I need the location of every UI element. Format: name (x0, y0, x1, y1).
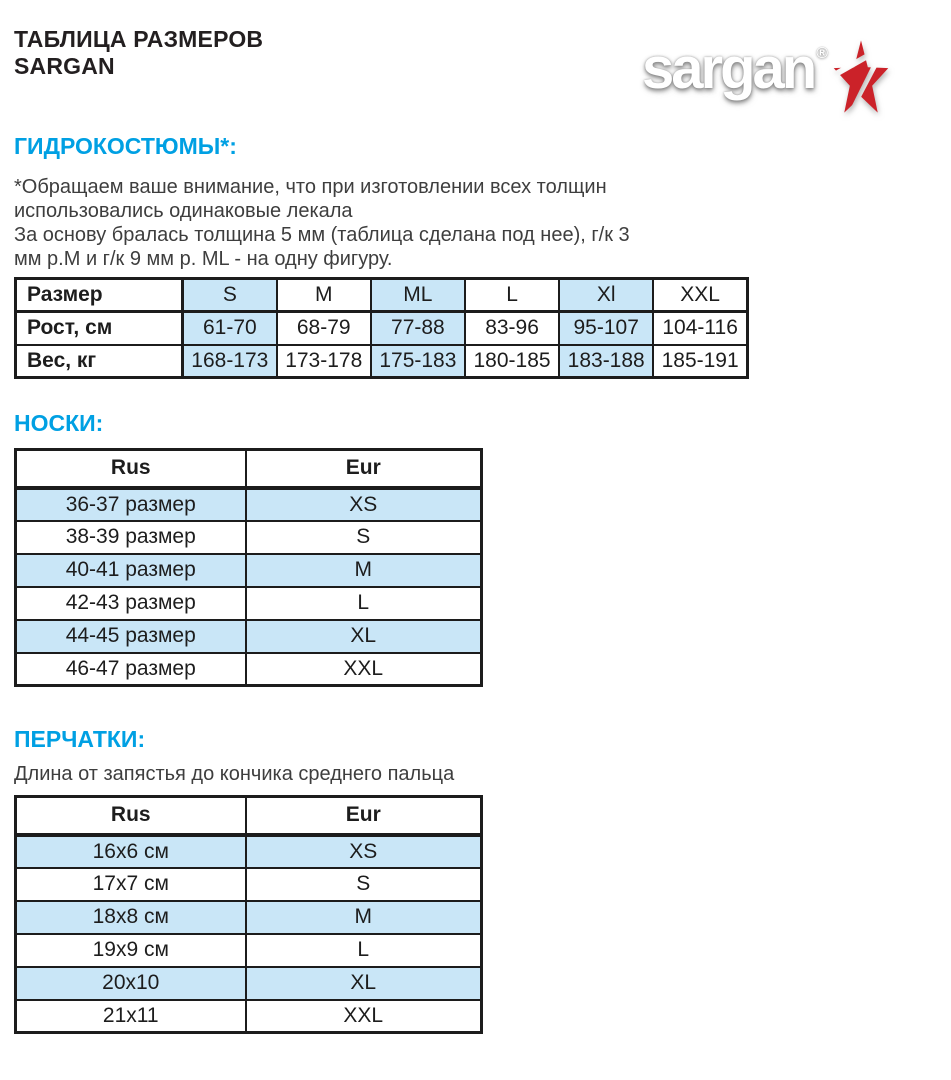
table-row (16, 521, 482, 554)
socks-eur-cell: XXL (246, 653, 482, 686)
socks-header-row (16, 450, 482, 488)
gloves-heading: ПЕРЧАТКИ: (14, 726, 146, 752)
wetsuits-note (14, 175, 951, 271)
wetsuits-note-line: использовались одинаковые лекала (14, 200, 353, 222)
wetsuit-row-label: Рост, см (16, 312, 183, 345)
wetsuit-size-header: Xl (559, 279, 653, 312)
table-row (16, 620, 482, 653)
socks-header-rus: Rus (16, 450, 246, 488)
sargan-logo (642, 24, 932, 124)
wetsuit-cell: 95-107 (559, 312, 653, 345)
page-title-line1: ТАБЛИЦА РАЗМЕРОВ (14, 26, 264, 52)
wetsuit-cell: 83-96 (465, 312, 559, 345)
socks-eur-cell: XS (246, 488, 482, 521)
wetsuit-cell: 173-178 (277, 345, 371, 378)
wetsuit-weight-row (16, 345, 748, 378)
table-row (16, 488, 482, 521)
wetsuit-size-header: M (277, 279, 371, 312)
wetsuit-cell: 175-183 (371, 345, 465, 378)
gloves-rus-cell: 20х10 (16, 967, 246, 1000)
table-row (16, 868, 482, 901)
wetsuit-cell: 61-70 (183, 312, 277, 345)
wetsuit-cell: 183-188 (559, 345, 653, 378)
socks-eur-cell: S (246, 521, 482, 554)
gloves-rus-cell: 21х11 (16, 1000, 246, 1033)
gloves-header-eur: Eur (246, 797, 482, 835)
wetsuits-note-line: За основу бралась толщина 5 мм (таблица сделана под нее), г/к 3 (14, 224, 630, 246)
table-row (16, 835, 482, 868)
gloves-size-table (14, 795, 483, 1034)
socks-rus-cell: 44-45 размер (16, 620, 246, 653)
gloves-eur-cell: XL (246, 967, 482, 1000)
wetsuit-size-header: L (465, 279, 559, 312)
wetsuit-size-header: S (183, 279, 277, 312)
wetsuit-cell: 104-116 (653, 312, 747, 345)
wetsuit-size-table (14, 277, 749, 379)
gloves-eur-cell: M (246, 901, 482, 934)
page-title-line2: SARGAN (14, 53, 115, 79)
wetsuit-cell: 168-173 (183, 345, 277, 378)
socks-rus-cell: 40-41 размер (16, 554, 246, 587)
gloves-eur-cell: L (246, 934, 482, 967)
socks-rus-cell: 36-37 размер (16, 488, 246, 521)
gloves-header-row (16, 797, 482, 835)
wetsuit-height-row (16, 312, 748, 345)
wetsuit-header-row (16, 279, 748, 312)
registered-trademark-icon: ® (816, 45, 828, 62)
gloves-rus-cell: 18х8 см (16, 901, 246, 934)
gloves-eur-cell: XXL (246, 1000, 482, 1033)
sargan-wordmark: sargan (642, 36, 815, 101)
wetsuit-corner-label: Размер (16, 279, 183, 312)
wetsuits-heading: ГИДРОКОСТЮМЫ*: (14, 133, 237, 159)
table-row (16, 653, 482, 686)
table-row (16, 934, 482, 967)
gloves-header-rus: Rus (16, 797, 246, 835)
star-icon (830, 32, 892, 116)
socks-rus-cell: 46-47 размер (16, 653, 246, 686)
wetsuit-cell: 77-88 (371, 312, 465, 345)
table-row (16, 901, 482, 934)
gloves-eur-cell: S (246, 868, 482, 901)
gloves-subtitle: Длина от запястья до кончика среднего пальца (14, 763, 455, 785)
table-row (16, 554, 482, 587)
gloves-eur-cell: XS (246, 835, 482, 868)
gloves-rus-cell: 19х9 см (16, 934, 246, 967)
wetsuit-size-header: ML (371, 279, 465, 312)
socks-size-table (14, 448, 483, 687)
wetsuits-note-line: мм р.М и г/к 9 мм р. ML - на одну фигуру. (14, 248, 393, 270)
wetsuit-size-header: XXL (653, 279, 747, 312)
table-row (16, 587, 482, 620)
wetsuit-cell: 180-185 (465, 345, 559, 378)
socks-rus-cell: 42-43 размер (16, 587, 246, 620)
wetsuits-note-line: *Обращаем ваше внимание, что при изготовлении всех толщин (14, 176, 607, 198)
table-row (16, 967, 482, 1000)
gloves-rus-cell: 17х7 см (16, 868, 246, 901)
socks-eur-cell: XL (246, 620, 482, 653)
socks-eur-cell: M (246, 554, 482, 587)
socks-rus-cell: 38-39 размер (16, 521, 246, 554)
socks-header-eur: Eur (246, 450, 482, 488)
wetsuit-row-label: Вес, кг (16, 345, 183, 378)
wetsuit-cell: 185-191 (653, 345, 747, 378)
socks-heading: НОСКИ: (14, 410, 104, 436)
gloves-rus-cell: 16х6 см (16, 835, 246, 868)
table-row (16, 1000, 482, 1033)
socks-eur-cell: L (246, 587, 482, 620)
wetsuit-cell: 68-79 (277, 312, 371, 345)
